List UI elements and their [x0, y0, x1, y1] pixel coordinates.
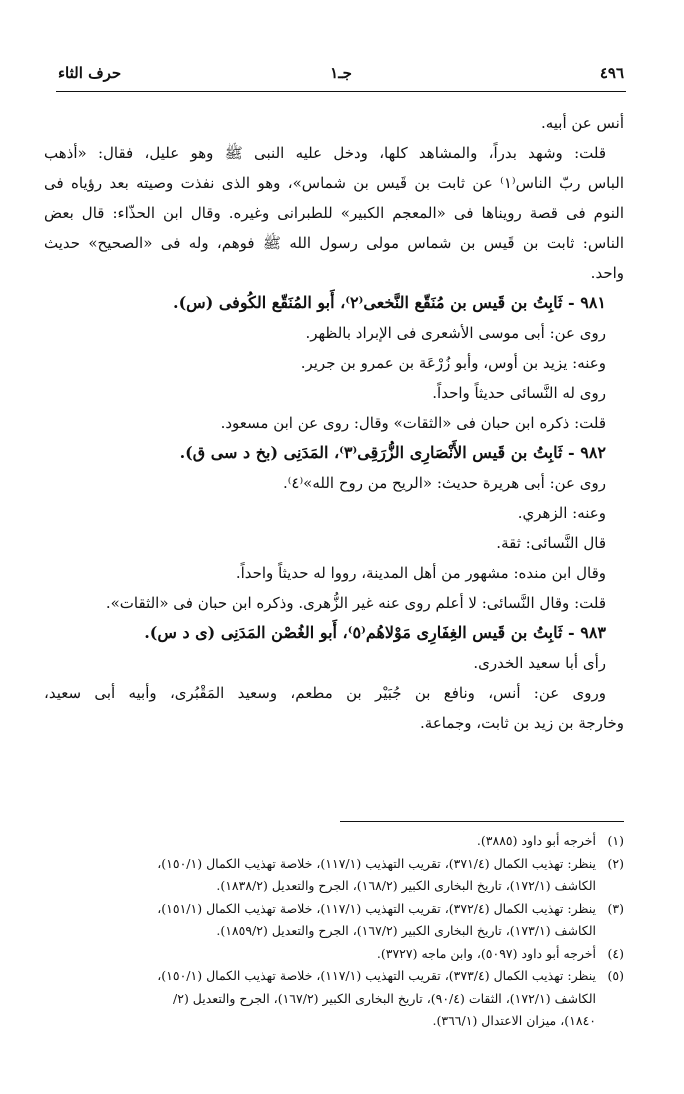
footnote-text: أخرجه أبو داود (٣٨٨٥).: [476, 833, 596, 848]
text-line: روى عن: أبى هريرة حديث: «الريح من روح الله»⁽٤⁾.: [282, 474, 606, 492]
text-line: الناس: ثابت بن قَيس بن شماس مولى رسول الله ﷺ فوهم، وله فى «الصحيح» حديث: [44, 234, 624, 252]
footnote-text: ينظر: تهذيب الكمال (٣٧٢/٤)، تقريب التهذيب (١١٧/١)، خلاصة تهذيب الكمال (١٥١/١)،: [157, 900, 596, 916]
footnote-marker: (٢): [607, 855, 624, 871]
text-line: قلت: وقال النَّسائى: لا أعلم روى عنه غير الزُّهرى. وذكره ابن حبان فى «الثقات».: [105, 594, 606, 612]
text-line: النوم فى قصة رويناها فى «المعجم الكبير» للطبرانى وغيره. وقال ابن الحذّاء: قال بعض: [44, 204, 624, 222]
footnote-marker: (٣): [607, 900, 624, 916]
text-line: أنس عن أبيه.: [540, 114, 624, 132]
text-line: واحد.: [590, 264, 624, 282]
footnote-line: [44, 943, 624, 966]
footnote-text: الكاشف (١٧٣/١)، تاريخ البخارى الكبير (١٦٧/٢)، الجرح والتعديل (١٨٥٩/٢).: [216, 923, 596, 938]
text-line: وقال ابن منده: مشهور من أهل المدينة، رووا له حديثاً واحداً.: [235, 564, 606, 582]
text-line: وروى عن: أنس، ونافع بن جُبَيْر بن مطعم، وسعيد المَقْبُرى، وأبيه أبى سعيد،: [44, 684, 606, 702]
volume-label: جـ١: [330, 64, 352, 82]
footnote-text: الكاشف (١٧٢/١)، الثقات (٩٠/٤)، تاريخ البخارى الكبير (١٦٧/٢)، الجرح والتعديل (٢/: [173, 990, 596, 1006]
footnote-marker: (١): [607, 833, 624, 848]
footnote-text: أخرجه أبو داود (٥٠٩٧)، وابن ماجه (٣٧٢٧).: [376, 945, 596, 961]
entry-heading-line: ٩٨٢ - ثَابِتُ بن قَيس الأَنْصَارِى الزُّرَقِى⁽٣⁾، المَدَنِى (بخ د سى ق).: [179, 443, 606, 462]
footnote-text: ينظر: تهذيب الكمال (٣٧١/٤)، تقريب التهذيب (١١٧/١)، خلاصة تهذيب الكمال (١٥٠/١)،: [157, 855, 596, 871]
footnote-line: [44, 830, 624, 853]
text-line: وعنه: الزهري.: [517, 504, 606, 522]
main-text: [44, 108, 624, 738]
footnote-line: [44, 875, 624, 898]
section-title: حرف الثاء: [58, 64, 122, 82]
running-header: [58, 62, 624, 90]
footnote-text: الكاشف (١٧٢/١)، تاريخ البخارى الكبير (١٦٨/٢)، الجرح والتعديل (١٨٣٨/٢).: [216, 878, 596, 893]
footnote-rule: [340, 821, 624, 822]
entry-heading-line: ٩٨٣ - ثَابِتُ بن قَيس الغِفَارِى مَوْلاهُم⁽٥⁾، أَبو الغُصْن المَدَنِى (ى د س).: [144, 623, 606, 642]
footnote-line: [44, 920, 624, 943]
text-line: روى له النَّسائى حديثاً واحداً.: [432, 384, 606, 402]
footnote-text: ١٨٤٠)، ميزان الاعتدال (٣٦٦/١).: [432, 1013, 596, 1028]
footnotes: [44, 830, 624, 1033]
text-line: قلت: ذكره ابن حبان فى «الثقات» وقال: روى عن ابن مسعود.: [220, 414, 606, 432]
footnote-line: [44, 898, 624, 921]
page-number: ٤٩٦: [599, 64, 624, 82]
entry-heading-line: ٩٨١ - ثَابِتُ بن قَيس بن مُنَقّع النَّخعى⁽٢⁾، أَبو المُنَقّع الكُوفى (س).: [173, 293, 606, 312]
text-line: قلت: وشهد بدراً، والمشاهد كلها، ودخل عليه النبى ﷺ وهو عليل، فقال: «أذهب: [44, 144, 606, 162]
footnote-line: [44, 1010, 624, 1033]
text-line: وخارجة بن زيد بن ثابت، وجماعة.: [420, 714, 624, 732]
footnote-line: [44, 988, 624, 1011]
footnote-marker: (٥): [607, 968, 624, 983]
text-line: رأى أبا سعيد الخدرى.: [473, 654, 606, 672]
text-line: قال النَّسائى: ثقة.: [496, 534, 606, 552]
footnote-line: [44, 965, 624, 988]
text-line: روى عن: أبى موسى الأشعرى فى الإبراد بالظهر.: [305, 324, 606, 342]
text-line: الباس ربّ الناس⁽١⁾ عن ثابت بن قَيس بن شماس»، وهو الذى نفذت وصيته بعد رؤياه فى: [44, 174, 624, 192]
footnote-text: ينظر: تهذيب الكمال (٣٧٣/٤)، تقريب التهذيب (١١٧/١)، خلاصة تهذيب الكمال (١٥٠/١)،: [157, 968, 596, 983]
header-rule: [56, 91, 626, 92]
text-line: وعنه: يزيد بن أوس، وأبو زُرْعَة بن عمرو بن جرير.: [300, 354, 606, 372]
footnote-marker: (٤): [607, 945, 624, 961]
footnote-line: [44, 853, 624, 876]
